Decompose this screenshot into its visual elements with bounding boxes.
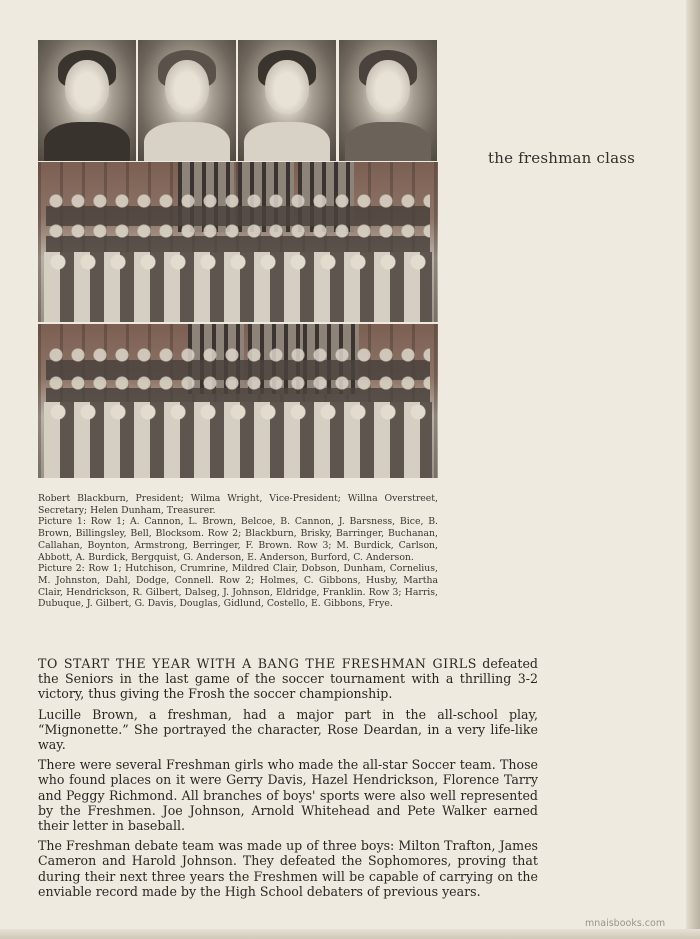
paragraph-4: The Freshman debate team was made up of three boys: Milton Trafton, James Cameron and Harold Johnson. They defeated the Sophomores, proving that during their next three years the Freshmen will be capable of carrying on the enviable record made by the High School debaters of previous years. — [38, 838, 538, 899]
paragraph-1 — [38, 656, 538, 702]
page-edge — [686, 0, 700, 939]
group-photo-1 — [38, 162, 438, 322]
paragraph-2: Lucille Brown, a freshman, had a major part in the all-school play, “Mignonette.” She portrayed the character, Rose Deardan, in a very life-like way. — [38, 706, 538, 753]
article-body — [38, 656, 538, 904]
photo-captions — [38, 493, 438, 610]
portrait-photo-secretary — [238, 40, 336, 161]
paragraph-3: There were several Freshman girls who made the all-star Soccer team. Those who found places on it were Gerry Davis, Hazel Hendrickson, Florence Tarry and Peggy Richmond. All branches of boys' sports were also well represented by the Freshmen. Joe Johnson, Arnold Whitehead and Pete Walker earned their letter in baseball. — [38, 757, 538, 834]
paragraph-1-rest: defeated the Seniors in the last game of the soccer tournament with a thrilling 3-2 victory, thus giving the Frosh the soccer championship. — [38, 656, 538, 702]
picture2-caption: Picture 2: Row 1; Hutchison, Crumrine, Mildred Clair, Dobson, Dunham, Cornelius, M. Johnston, Dahl, Dodge, Connell. Row 2; Holmes, C. Gibbons, Husby, Martha Clair, Hendrickson, R. Gilbert, Dalseg, J. Johnson, Eldridge, Franklin. Row 3; Harris, Dubuque, J. Gilbert, G. Davis, Douglas, Gidlund, Costello, E. Gibbons, Frye. — [38, 563, 438, 610]
officers-caption: Robert Blackburn, President; Wilma Wright, Vice-President; Willna Overstreet, Secretary; Helen Dunham, Treasurer. — [38, 493, 438, 516]
portrait-photo-president — [38, 40, 136, 161]
section-title: the freshman class — [488, 149, 636, 167]
picture1-caption: Picture 1: Row 1; A. Cannon, L. Brown, Belcoe, B. Cannon, J. Barsness, Bice, B. Brown, Billingsley, Bell, Blocksom. Row 2; Blackburn, Brisky, Barringer, Buchanan, Callahan, Boynton, Armstrong, Berringer, F. Brown. Row 3; M. Burdick, Carlson, Abbott, A. Burdick, Bergquist, G. Anderson, E. Anderson, Burford, C. Anderson. — [38, 516, 438, 563]
watermark-text: mnaisbooks.com — [585, 918, 666, 929]
portrait-photo-treasurer — [339, 40, 437, 161]
portrait-photo-vice-president — [138, 40, 236, 161]
page-bottom-edge — [0, 929, 700, 939]
group-photo-2 — [38, 324, 438, 478]
paragraph-1-lead: TO START THE YEAR WITH A BANG THE FRESHMAN GIRLS — [38, 656, 477, 671]
